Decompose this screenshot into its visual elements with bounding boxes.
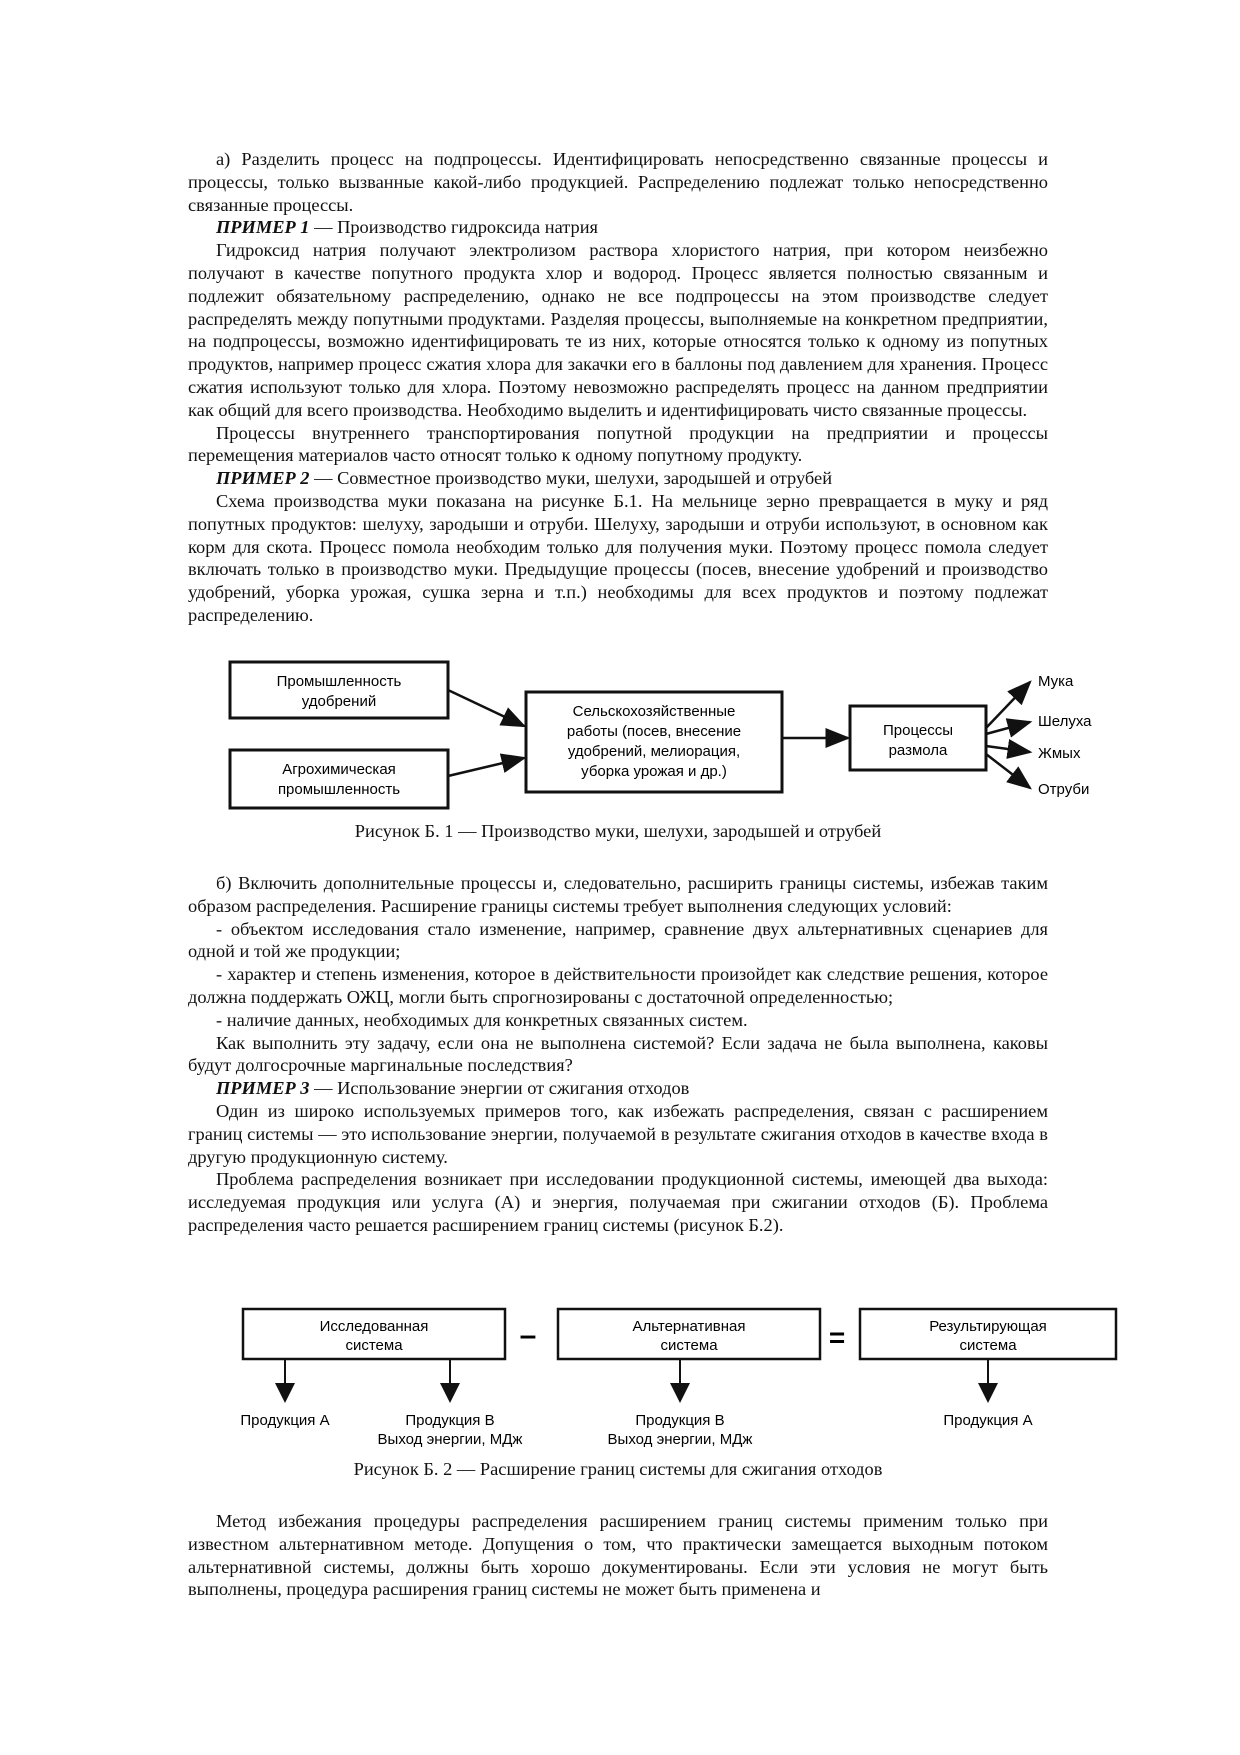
box-label: Агрохимическая	[282, 761, 396, 778]
list-item: - объектом исследования стало изменение, например, сравнение двух альтернативных сценариев для одной и той же продукции;	[188, 918, 1048, 962]
box-label: система	[660, 1337, 718, 1354]
paragraph: Проблема распределения возникает при исследовании продукционной системы, имеющей два выхода: исследуемая продукция или услуга (А) и энергия, получаемая при сжигании отходов (Б). Проблема распределения часто решается расширением границ системы (рисунок Б.2).	[188, 1169, 1048, 1235]
example-heading	[188, 1077, 1048, 1100]
box-label: Промышленность	[276, 673, 402, 690]
paragraph: б) Включить дополнительные процессы и, следовательно, расширить границы системы, избежав таким образом распределения. Расширение границы системы требует выполнения следующих условий:	[188, 873, 1048, 916]
output-label: Продукция А	[240, 1412, 330, 1429]
box-label: удобрений, мелиорация,	[567, 743, 741, 760]
paragraph: а) Разделить процесс на подпроцессы. Идентифицировать непосредственно связанные процессы и процессы, только вызванные какой-либо продукцией. Распределению подлежат только непосредственно связанные процессы.	[188, 149, 1048, 215]
text-block-2	[188, 872, 1048, 1237]
output-label: Шелуха	[1038, 713, 1092, 730]
output-label: Мука	[1038, 673, 1074, 690]
example-heading	[188, 467, 1048, 490]
box-label: размола	[888, 742, 948, 759]
list-item: - характер и степень изменения, которое в действительности произойдет как следствие решения, которое должна поддержать ОЖЦ, могли быть спрогнозированы с достаточной определенностью;	[188, 964, 1048, 1007]
box-label: Альтернативная	[632, 1318, 746, 1335]
paragraph: Процессы внутреннего транспортирования попутной продукции на предприятии и процессы перемещения материалов часто относят только к одному попутному продукту.	[188, 422, 1048, 466]
output-label: Продукция А	[943, 1412, 1033, 1429]
example-heading	[188, 216, 1048, 239]
box-label: удобрений	[301, 693, 377, 710]
output-label: Жмых	[1038, 745, 1081, 762]
agrochemical-industry-box	[230, 750, 448, 808]
example-title: — Совместное производство муки, шелухи, зародышей и отрубей	[309, 468, 833, 489]
paragraph: Гидроксид натрия получают электролизом раствора хлористого натрия, при котором неизбежно получают в качестве попутного продукта хлор и водород. Процесс является полностью связанным и подлежит обязательному распределению, однако не все подпроцессы на этом производстве следует распределять между попутными продуктами. Разделяя процессы, выполняемые на конкретном предприятии, на подпроцессы, возможно идентифицировать те из них, которые относятся только к одному из попутных продуктов, например процесс сжатия хлора для закачки его в баллоны под давлением для хранения. Процесс сжатия используют только для хлора. Поэтому невозможно распределять процесс на данном предприятии как общий для всего производства. Необходимо выделить и идентифицировать чисто связанные процессы.	[188, 240, 1048, 420]
box-label: Процессы	[882, 722, 954, 739]
box-label: Исследованная	[319, 1318, 429, 1335]
paragraph: Как выполнить эту задачу, если она не выполнена системой? Если задача не была выполнена, каковы будут долгосрочные маргинальные последствия?	[188, 1032, 1048, 1076]
figure-1-diagram	[220, 658, 1120, 818]
box-label: промышленность	[277, 781, 401, 798]
box-label: уборка урожая и др.)	[581, 763, 727, 780]
box-label: работы (посев, внесение	[566, 723, 742, 740]
example-label: ПРИМЕР 2	[216, 468, 310, 489]
output-label: Отруби	[1038, 781, 1090, 798]
example-title: — Использование энергии от сжигания отходов	[309, 1078, 690, 1099]
box-label: система	[345, 1337, 403, 1354]
example-label: ПРИМЕР 3	[216, 1078, 310, 1099]
output-label: Продукция В	[635, 1412, 725, 1429]
figure-2-diagram	[225, 1305, 1125, 1455]
equals-sign: =	[828, 1322, 846, 1353]
list-item: - наличие данных, необходимых для конкретных связанных систем.	[216, 1009, 748, 1030]
output-label: Выход энергии, МДж	[607, 1431, 753, 1448]
box-label: Результирующая	[929, 1318, 1047, 1335]
paragraph: Метод избежания процедуры распределения расширением границ системы применим только при известном альтернативном методе. Допущения о том, что практически замещается выходным потоком альтернативной системы, должны быть хорошо документированы. Если эти условия не могут быть выполнены, процедура расширения границ системы не может быть применена и	[188, 1511, 1048, 1600]
minus-sign: –	[519, 1319, 537, 1352]
output-label: Выход энергии, МДж	[377, 1431, 523, 1448]
example-title: — Производство гидроксида натрия	[309, 217, 599, 238]
text-block-3	[188, 1510, 1048, 1601]
box-label: Сельскохозяйственные	[572, 703, 736, 720]
paragraph: Один из широко используемых примеров того, как избежать распределения, связан с расширением границ системы — это использование энергии, получаемой в результате сжигания отходов в качестве входа в другую продукционную систему.	[188, 1100, 1048, 1167]
output-label: Продукция В	[405, 1412, 495, 1429]
paragraph: Схема производства муки показана на рисунке Б.1. На мельнице зерно превращается в муку и ряд попутных продуктов: шелуху, зародыши и отруби. Шелуху, зародыши и отруби используют, в основном как корм для скота. Процесс помола необходим только для получения муки. Поэтому процесс помола следует включать только в производство муки. Предыдущие процессы (посев, внесение удобрений и производство удобрений, уборка урожая, сушка зерна и т.п.) необходимы для всех продуктов и поэтому подлежат распределению.	[188, 490, 1048, 625]
figure-1-caption: Рисунок Б. 1 — Производство муки, шелухи, зародышей и отрубей	[354, 821, 882, 841]
figure-2-caption: Рисунок Б. 2 — Расширение границ системы для сжигания отходов	[353, 1459, 883, 1479]
text-block-1	[188, 148, 1048, 627]
example-label: ПРИМЕР 1	[216, 217, 310, 238]
box-label: система	[959, 1337, 1017, 1354]
